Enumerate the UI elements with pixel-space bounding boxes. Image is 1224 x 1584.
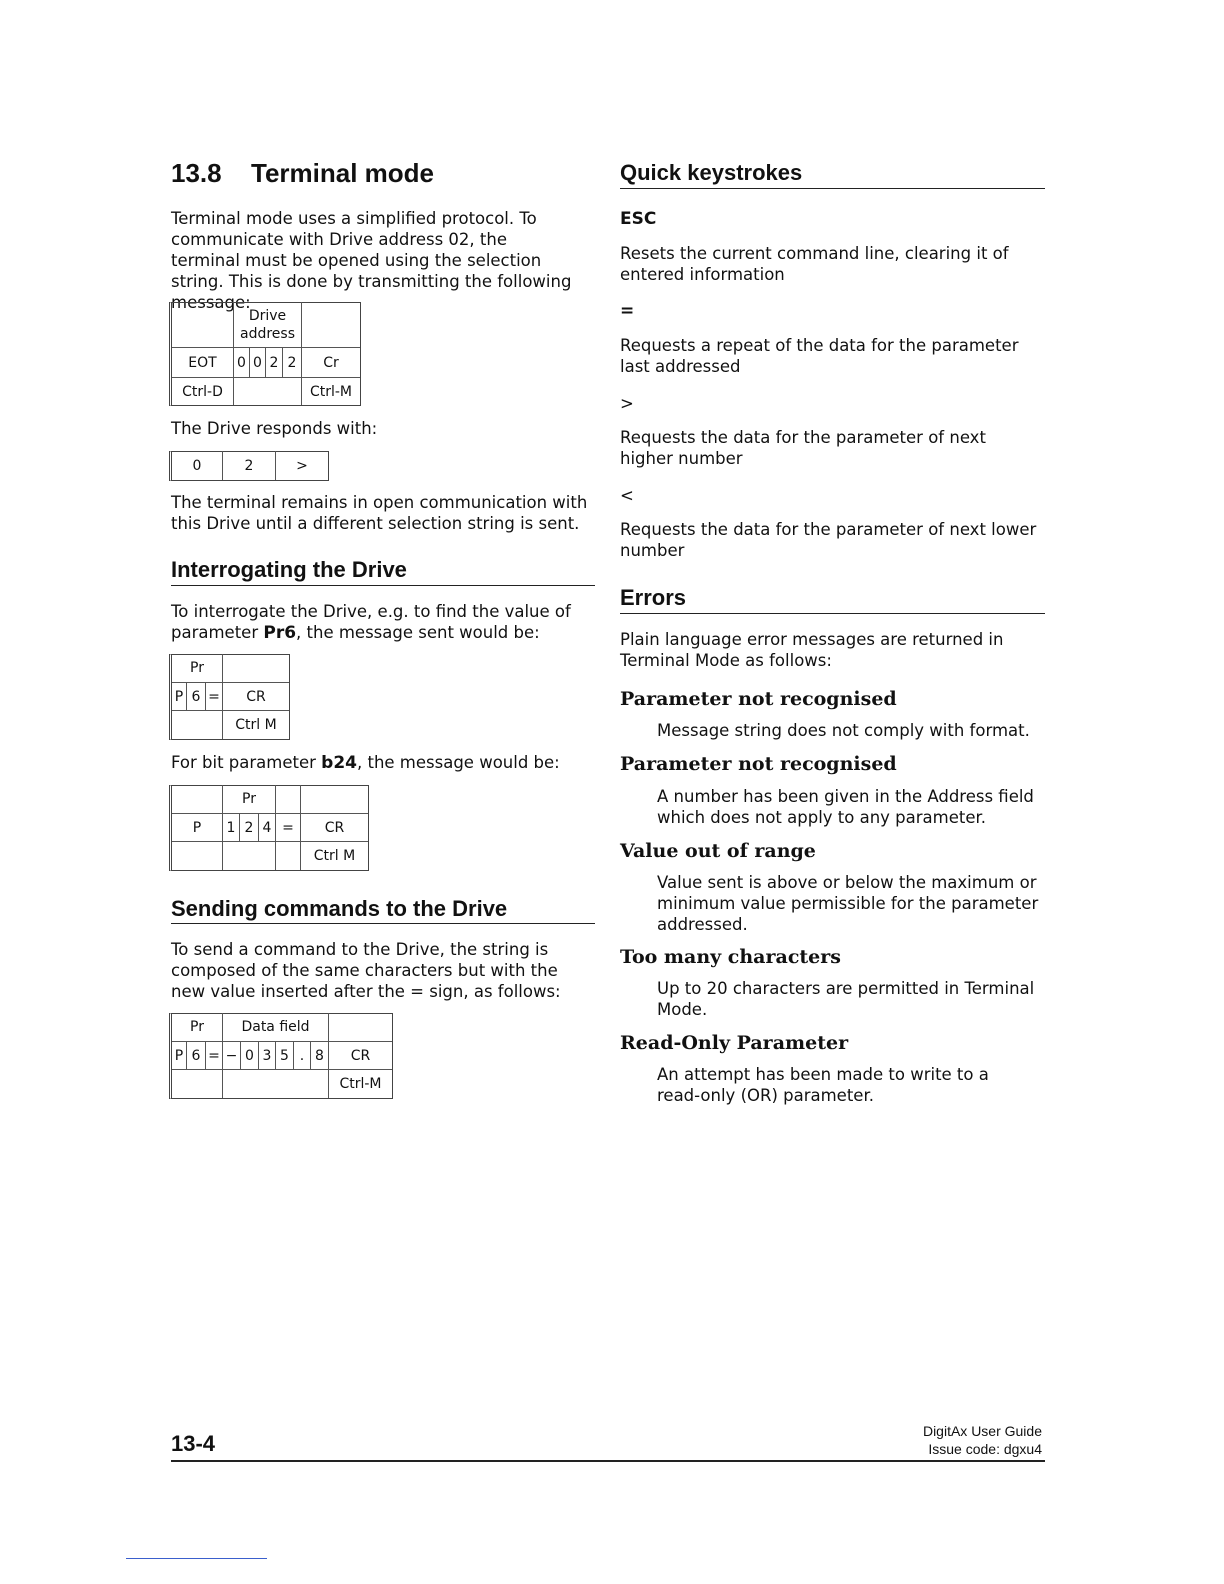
send-cell: − — [223, 1042, 241, 1070]
data-field-header: Data field — [223, 1013, 329, 1042]
error-desc: Up to 20 characters are permitted in Terminal Mode. — [657, 979, 1035, 1019]
b24-digit: 4 — [259, 814, 276, 842]
issue-code: Issue code: dgxu4 — [928, 1441, 1042, 1457]
b24-param: b24 — [321, 753, 357, 773]
cr-cell: CR — [223, 683, 289, 711]
response-cell: > — [296, 457, 308, 474]
bit-paragraph: For bit parameter b24, the message would be: — [171, 753, 560, 773]
interrogating-paragraph: To interrogate the Drive, e.g. to find the value of parameter Pr6, the message sent would be: — [171, 602, 571, 643]
send-cell: 3 — [259, 1042, 276, 1070]
section-number: 13.8 — [171, 158, 222, 188]
errors-intro: Plain language error messages are returned in Terminal Mode as follows: — [620, 630, 1004, 670]
b24-digit: 1 — [223, 814, 240, 842]
errors-heading: Errors — [620, 585, 687, 610]
page-number: 13-4 — [171, 1431, 216, 1456]
send-cell: 6 — [187, 1042, 206, 1070]
ctrl-m-cell: Ctrl M — [313, 848, 356, 864]
key-equals: = — [620, 301, 635, 321]
error-desc: An attempt has been made to write to a read-only (OR) parameter. — [657, 1065, 989, 1105]
error-title: Parameter not recognised — [620, 753, 897, 775]
footer-link-underline — [126, 1558, 267, 1559]
error-title: Parameter not recognised — [620, 688, 897, 710]
quick-keystrokes-heading: Quick keystrokes — [620, 160, 803, 185]
ctrl-m-cell: Ctrl M — [235, 717, 277, 733]
responds-text: The Drive responds with: — [171, 419, 378, 438]
key-less-desc: Requests the data for the parameter of next lower number — [620, 520, 1037, 560]
section-heading — [171, 158, 434, 189]
error-title: Read-Only Parameter — [620, 1032, 849, 1054]
footer-rule — [171, 1460, 1045, 1462]
interrogating-heading: Interrogating the Drive — [171, 557, 407, 582]
key-greater: > — [620, 394, 634, 413]
send-cell: . — [294, 1042, 311, 1070]
address-digit: 2 — [283, 348, 302, 378]
cr-cell: CR — [329, 1042, 392, 1070]
intro-paragraph: Terminal mode uses a simplified protocol. To communicate with Drive address 02, the terminal must be opened using the selection string. This is done by transmitting the following message: — [171, 209, 572, 312]
sending-paragraph: To send a command to the Drive, the string is composed of the same characters but with the new value inserted after the = sign, as follows: — [171, 940, 561, 1001]
remains-paragraph: The terminal remains in open communication with this Drive until a different selection string is sent. — [171, 493, 588, 533]
send-cell: 5 — [276, 1042, 294, 1070]
ctrl-d-cell: Ctrl-D — [172, 378, 234, 405]
address-digit: 0 — [250, 348, 266, 378]
response-cell: 0 — [172, 451, 223, 480]
sending-heading: Sending commands to the Drive — [171, 896, 508, 921]
response-cell: 2 — [223, 451, 276, 480]
b24-digit: 2 — [240, 814, 259, 842]
footer-guide-info — [923, 1422, 1042, 1458]
key-greater-desc: Requests the data for the parameter of next higher number — [620, 428, 986, 468]
send-cell: 0 — [241, 1042, 259, 1070]
key-esc: ESC — [620, 209, 657, 229]
send-cell: P — [172, 1042, 187, 1070]
address-digit: 0 — [234, 348, 250, 378]
error-title: Too many characters — [620, 946, 841, 968]
pr6-cell: = — [206, 683, 223, 711]
key-esc-desc: Resets the current command line, clearing it of entered information — [620, 244, 1009, 284]
pr6-cell: 6 — [187, 683, 206, 711]
b24-eq-cell: = — [276, 814, 301, 842]
error-desc: A number has been given in the Address field which does not apply to any parameter. — [657, 787, 1034, 827]
send-cell: 8 — [311, 1042, 329, 1070]
ctrl-m-cell: Ctrl-M — [339, 1076, 382, 1092]
cr-cell: Cr — [302, 348, 360, 378]
key-equals-desc: Requests a repeat of the data for the parameter last addressed — [620, 336, 1019, 376]
send-cell: = — [206, 1042, 223, 1070]
pr-header: Pr — [172, 1013, 223, 1042]
key-less: < — [620, 486, 634, 505]
pr6-cell: P — [172, 683, 187, 711]
pr-header: Pr — [223, 785, 276, 814]
error-title: Value out of range — [620, 840, 816, 862]
pr6-param: Pr6 — [263, 623, 297, 643]
error-desc: Value sent is above or below the maximum or minimum value permissible for the parameter addressed. — [657, 873, 1039, 934]
cr-cell: CR — [301, 814, 368, 842]
guide-title: DigitAx User Guide — [922, 1423, 1042, 1439]
section-title: Terminal mode — [251, 158, 435, 188]
address-digit: 2 — [266, 348, 283, 378]
error-desc: Message string does not comply with format. — [657, 721, 1030, 740]
ctrl-m-cell: Ctrl-M — [309, 383, 353, 400]
b24-p-cell: P — [172, 814, 223, 842]
pr-header: Pr — [172, 654, 223, 683]
eot-cell: EOT — [172, 348, 234, 378]
drive-address-header: Drive address — [234, 302, 302, 348]
